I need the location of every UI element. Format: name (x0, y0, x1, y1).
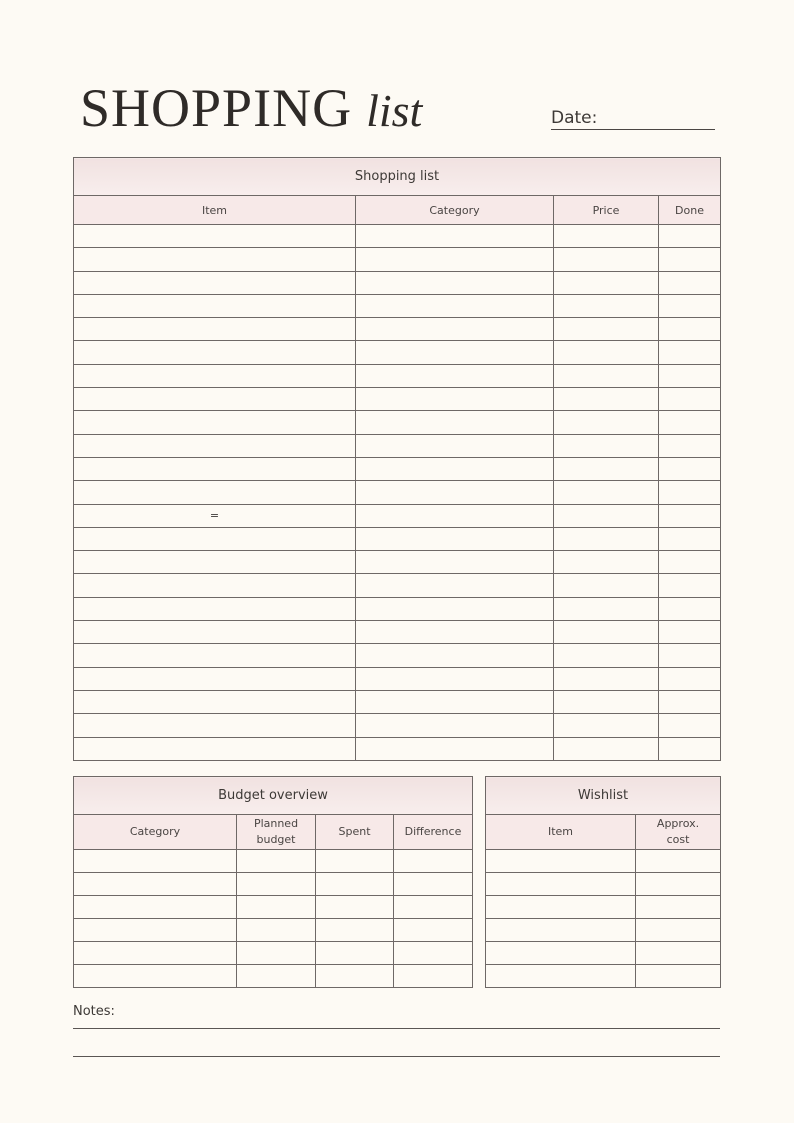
table-cell[interactable] (74, 411, 356, 434)
table-cell[interactable] (356, 597, 554, 620)
table-cell[interactable] (554, 644, 659, 667)
column-header-done: Done (659, 196, 721, 225)
table-cell[interactable] (659, 388, 721, 411)
table-cell[interactable] (356, 248, 554, 271)
table-cell[interactable] (356, 667, 554, 690)
table-cell[interactable] (356, 271, 554, 294)
table-row (74, 714, 721, 737)
table-cell[interactable] (74, 294, 356, 317)
table-row (74, 527, 721, 550)
table-row (486, 965, 721, 988)
table-row (74, 364, 721, 387)
table-cell[interactable] (659, 714, 721, 737)
table-cell[interactable] (74, 644, 356, 667)
table-cell[interactable] (554, 457, 659, 480)
table-cell[interactable] (74, 434, 356, 457)
table-cell[interactable] (237, 965, 316, 988)
table-row (74, 248, 721, 271)
table-cell[interactable] (659, 621, 721, 644)
table-row (74, 597, 721, 620)
table-cell[interactable] (554, 341, 659, 364)
table-cell[interactable] (316, 873, 394, 896)
notes-line[interactable] (73, 1028, 720, 1029)
table-cell[interactable] (659, 504, 721, 527)
table-row (74, 434, 721, 457)
budget-overview-table (73, 776, 473, 988)
table-cell[interactable] (659, 364, 721, 387)
table-cell[interactable] (356, 318, 554, 341)
table-cell[interactable] (356, 574, 554, 597)
table-cell[interactable] (394, 965, 473, 988)
table-row (486, 919, 721, 942)
table-cell[interactable] (74, 690, 356, 713)
table-cell[interactable] (636, 873, 721, 896)
column-header-difference: Difference (394, 815, 473, 850)
table-cell[interactable] (659, 690, 721, 713)
table-row (74, 457, 721, 480)
table-cell[interactable] (659, 434, 721, 457)
table-cell[interactable] (636, 896, 721, 919)
column-header-category: Category (356, 196, 554, 225)
table-row (74, 621, 721, 644)
table-cell[interactable] (659, 411, 721, 434)
table-cell[interactable] (659, 597, 721, 620)
table-cell[interactable] (554, 318, 659, 341)
table-cell[interactable] (356, 621, 554, 644)
table-row (74, 919, 473, 942)
table-cell[interactable] (316, 919, 394, 942)
table-cell[interactable] (74, 341, 356, 364)
table-cell[interactable] (659, 341, 721, 364)
table-cell[interactable] (237, 896, 316, 919)
table-cell[interactable] (554, 271, 659, 294)
title-script: list (366, 85, 423, 136)
table-cell[interactable] (554, 574, 659, 597)
column-header-price: Price (554, 196, 659, 225)
table-cell[interactable] (356, 457, 554, 480)
notes-line[interactable] (73, 1056, 720, 1057)
table-cell[interactable] (486, 965, 636, 988)
table-cell[interactable] (237, 942, 316, 965)
table-cell[interactable] (74, 527, 356, 550)
table-row (74, 690, 721, 713)
table-cell[interactable] (659, 271, 721, 294)
table-cell[interactable] (356, 527, 554, 550)
date-field[interactable] (551, 129, 715, 130)
table-row (74, 271, 721, 294)
table-cell[interactable] (486, 873, 636, 896)
table-cell[interactable] (659, 481, 721, 504)
table-row (486, 896, 721, 919)
table-row (74, 942, 473, 965)
table-cell[interactable] (554, 504, 659, 527)
table-cell[interactable] (356, 434, 554, 457)
title-main: SHOPPING (80, 78, 353, 138)
table-cell[interactable] (554, 388, 659, 411)
column-header-planned-budget: Planned budget (237, 815, 316, 850)
table-cell[interactable] (356, 504, 554, 527)
table-cell[interactable] (74, 919, 237, 942)
table-cell[interactable] (74, 574, 356, 597)
table-cell[interactable] (659, 574, 721, 597)
table-cell[interactable] (74, 248, 356, 271)
table-cell[interactable] (74, 388, 356, 411)
table-cell[interactable] (356, 411, 554, 434)
column-header-spent: Spent (316, 815, 394, 850)
table-cell[interactable] (74, 271, 356, 294)
table-cell[interactable] (554, 667, 659, 690)
shopping-list-table (73, 157, 721, 761)
table-row (74, 225, 721, 248)
table-cell[interactable] (316, 965, 394, 988)
column-header-approx-cost: Approx. cost (636, 815, 721, 850)
budget-overview-title: Budget overview (74, 777, 473, 815)
table-row (74, 667, 721, 690)
table-cell[interactable] (74, 225, 356, 248)
table-cell[interactable] (394, 873, 473, 896)
table-cell[interactable] (486, 850, 636, 873)
table-row (74, 850, 473, 873)
table-cell[interactable] (554, 364, 659, 387)
shopping-list-title: Shopping list (74, 158, 721, 196)
table-cell[interactable] (237, 919, 316, 942)
table-cell[interactable] (554, 411, 659, 434)
table-cell[interactable] (554, 737, 659, 760)
table-cell[interactable] (356, 644, 554, 667)
table-cell[interactable] (394, 850, 473, 873)
table-row (74, 644, 721, 667)
table-cell[interactable] (356, 551, 554, 574)
table-cell[interactable] (554, 294, 659, 317)
table-row (74, 551, 721, 574)
page-title (80, 78, 422, 141)
table-cell[interactable] (237, 873, 316, 896)
table-cell[interactable] (74, 714, 356, 737)
table-row (74, 341, 721, 364)
table-cell[interactable] (356, 690, 554, 713)
table-cell[interactable] (74, 597, 356, 620)
table-cell[interactable] (316, 850, 394, 873)
table-cell[interactable] (316, 896, 394, 919)
table-cell[interactable] (74, 965, 237, 988)
wishlist-title: Wishlist (486, 777, 721, 815)
table-cell[interactable] (486, 942, 636, 965)
table-cell[interactable] (554, 621, 659, 644)
table-cell[interactable] (659, 294, 721, 317)
table-cell[interactable] (554, 551, 659, 574)
table-cell[interactable] (74, 457, 356, 480)
table-cell[interactable] (356, 294, 554, 317)
table-cell[interactable] (356, 737, 554, 760)
table-cell[interactable] (394, 942, 473, 965)
table-cell[interactable] (554, 597, 659, 620)
table-cell[interactable] (74, 318, 356, 341)
table-cell[interactable] (636, 942, 721, 965)
table-cell[interactable] (74, 942, 237, 965)
column-header-item: Item (74, 196, 356, 225)
table-cell[interactable]: = (74, 504, 356, 527)
table-cell[interactable] (356, 364, 554, 387)
table-cell[interactable] (356, 388, 554, 411)
table-cell[interactable] (659, 551, 721, 574)
table-row (74, 318, 721, 341)
table-cell[interactable] (659, 527, 721, 550)
column-header-category: Category (74, 815, 237, 850)
table-row (74, 574, 721, 597)
table-row (486, 942, 721, 965)
table-cell[interactable] (74, 621, 356, 644)
table-row (74, 294, 721, 317)
table-cell[interactable] (659, 667, 721, 690)
table-cell[interactable] (237, 850, 316, 873)
column-header-item: Item (486, 815, 636, 850)
table-cell[interactable] (486, 896, 636, 919)
table-row (74, 388, 721, 411)
table-cell[interactable] (74, 551, 356, 574)
table-cell[interactable] (74, 737, 356, 760)
table-cell[interactable] (554, 481, 659, 504)
table-cell[interactable] (554, 248, 659, 271)
wishlist-table (485, 776, 721, 988)
date-label: Date: (551, 108, 598, 128)
table-cell[interactable] (554, 690, 659, 713)
table-cell[interactable] (74, 850, 237, 873)
table-cell[interactable] (74, 364, 356, 387)
table-row (74, 481, 721, 504)
table-cell[interactable] (659, 457, 721, 480)
table-cell[interactable] (356, 341, 554, 364)
table-cell[interactable] (316, 942, 394, 965)
table-cell[interactable] (554, 527, 659, 550)
table-row (486, 873, 721, 896)
table-cell[interactable] (659, 248, 721, 271)
table-row (486, 850, 721, 873)
table-cell[interactable] (356, 714, 554, 737)
table-cell[interactable] (356, 225, 554, 248)
table-cell[interactable] (554, 434, 659, 457)
table-row (74, 873, 473, 896)
table-cell[interactable] (356, 481, 554, 504)
table-row (74, 965, 473, 988)
table-cell[interactable] (636, 850, 721, 873)
table-cell[interactable] (394, 896, 473, 919)
table-row (74, 411, 721, 434)
table-cell[interactable] (659, 644, 721, 667)
table-cell[interactable] (74, 873, 237, 896)
table-cell[interactable] (636, 919, 721, 942)
table-cell[interactable] (394, 919, 473, 942)
table-row (74, 737, 721, 760)
table-cell[interactable] (659, 737, 721, 760)
notes-label: Notes: (73, 1004, 115, 1019)
table-cell[interactable] (659, 318, 721, 341)
table-cell[interactable] (74, 481, 356, 504)
table-cell[interactable] (486, 919, 636, 942)
table-row (74, 504, 721, 527)
table-cell[interactable] (554, 225, 659, 248)
table-cell[interactable] (74, 667, 356, 690)
table-row (74, 896, 473, 919)
table-cell[interactable] (74, 896, 237, 919)
table-cell[interactable] (636, 965, 721, 988)
table-cell[interactable] (659, 225, 721, 248)
table-cell[interactable] (554, 714, 659, 737)
